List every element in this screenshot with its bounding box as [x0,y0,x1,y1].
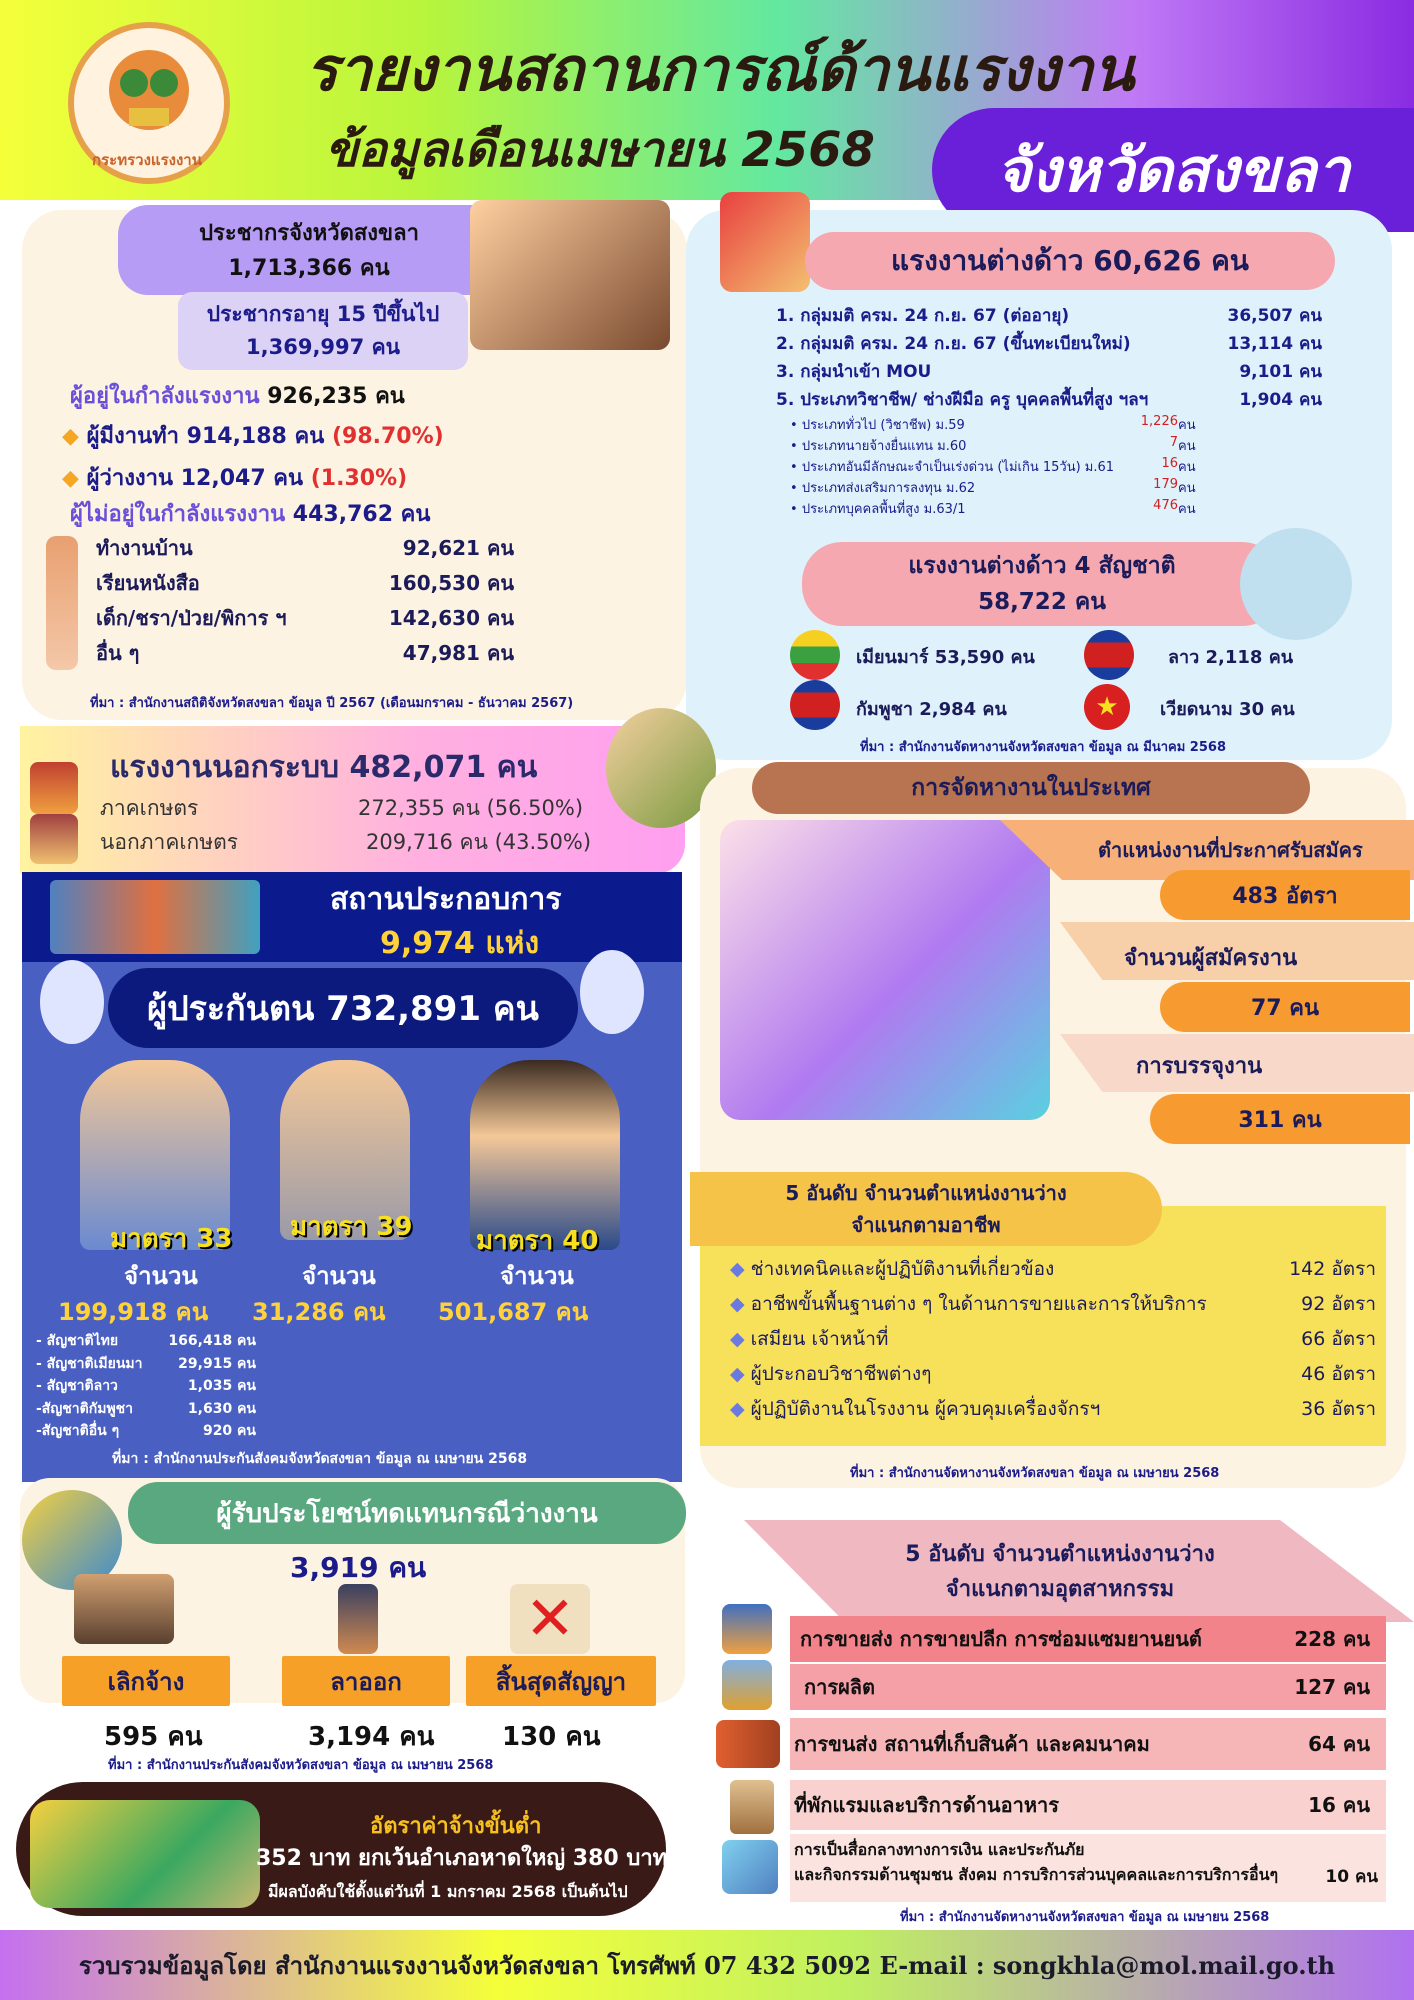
finance-icon [722,1840,778,1894]
list-item: • ประเภทนายจ้างยื่นแทน ม.60 7 คน [790,435,1196,454]
four-nations-box [802,542,1282,626]
informal-nonagri: นอกภาคเกษตร 209,716 คน (43.50%) [100,830,592,854]
factory-icon [722,1660,772,1710]
population-label: ประชากรจังหวัดสงขลา [199,221,419,246]
wage-line1: 352 บาท ยกเว้นอำเภอหาดใหญ่ 380 บาท [256,1846,668,1871]
list-item: ◆ อาชีพขั้นพื้นฐานต่าง ๆ ในด้านการขายและการให้บริการ 92 อัตรา [730,1293,1376,1315]
section33-value: 199,918 คน [58,1298,209,1326]
market-icon [30,814,78,864]
diamond-icon: ◆ [62,424,79,449]
employed-value: 914,188 คน [186,424,325,449]
hotel-icon [730,1780,774,1834]
not-in-force-value: 443,762 คน [292,502,431,527]
section39-value: 31,286 คน [252,1298,386,1326]
factory-illustration [50,880,260,954]
employed-row [62,418,444,453]
list-item: ◆ เสมียน เจ้าหน้าที่ 66 อัตรา [730,1328,1376,1350]
list-item: • ประเภททั่วไป (วิชาชีพ) ม.59 1,226 คน [790,414,1196,433]
industry-row: ที่พักแรมและบริการด้านอาหาร 16 คน [790,1780,1386,1830]
placed-value: 311 คน [1150,1094,1410,1144]
wage-line2: มีผลบังคับใช้ตั้งแต่วันที่ 1 มกราคม 2568 เป็นต้นไป [268,1882,628,1901]
population-value: 1,713,366 คน [228,256,390,281]
contract-end-icon: ✕ [510,1584,590,1654]
industry-row: การผลิต 127 คน [790,1664,1386,1710]
layoff-illustration [74,1574,174,1644]
insured-title: ผู้ประกันตน 732,891 คน [108,968,578,1048]
nation-vietnam: เวียดนาม 30 คน [1160,699,1295,720]
establishment-label: สถานประกอบการ [330,882,562,917]
insured-source: ที่มา : สำนักงานประกันสังคมจังหวัดสงขลา ข้อมูล ณ เมษายน 2568 [112,1451,528,1467]
myanmar-flag-icon [790,630,840,680]
section40-label: มาตรา 40 [476,1226,599,1256]
logo-text: กระทรวงแรงงาน [92,151,202,169]
diamond-icon: ◆ [730,1398,745,1420]
placed-label: การบรรจุงาน [1136,1054,1263,1079]
truck-icon [716,1720,780,1768]
store-icon [722,1604,772,1654]
list-item: 5. ประเภทวิชาชีพ/ ช่างฝีมือ ครู บุคคลพื้นที่สูง ฯลฯ 1,904 คน [776,390,1322,410]
list-item: ◆ ผู้ปฏิบัติงานในโรงงาน ผู้ควบคุมเครื่องจักรฯ 36 อัตรา [730,1398,1376,1420]
cat-contract-end: สิ้นสุดสัญญา [466,1656,656,1706]
vietnam-flag-icon: ★ [1084,684,1130,730]
nation-myanmar: เมียนมาร์ 53,590 คน [856,647,1035,668]
benefit-title: ผู้รับประโยชน์ทดแทนกรณีว่างงาน [128,1482,686,1544]
industry-row: การขนส่ง สถานที่เก็บสินค้า และคมนาคม 64 คน [790,1718,1386,1770]
employed-label: ผู้มีงานทำ [86,424,179,449]
diamond-icon: ◆ [730,1258,745,1280]
list-item: อื่น ๆ 47,981 คน [96,641,514,665]
industry-title [880,1536,1240,1606]
section33-count-label: จำนวน [124,1262,198,1290]
list-item: ◆ ผู้ประกอบวิชาชีพต่างๆ 46 อัตรา [730,1363,1376,1385]
not-in-force-list [44,532,514,672]
foreign-title: แรงงานต่างด้าว 60,626 คน [805,232,1335,290]
cat-layoff-value: 595 คน [104,1722,203,1752]
unemployed-row [62,460,407,495]
top-occ-title2: จำแนกตามอาชีพ [851,1213,1001,1237]
cat-contract-end-value: 130 คน [502,1722,601,1752]
applicant-label: จำนวนผู้สมัครงาน [1124,946,1298,971]
nation-laos: ลาว 2,118 คน [1168,647,1294,668]
benefit-value: 3,919 คน [290,1551,427,1584]
informal-agri: ภาคเกษตร 272,355 คน (56.50%) [100,796,584,820]
list-item: • ประเภทส่งเสริมการลงทุน ม.62 179 คน [790,477,1196,496]
page-title: รายงานสถานการณ์ด้านแรงงาน [305,35,1135,105]
age15-label: ประชากรอายุ 15 ปีขึ้นไป [206,302,440,326]
employed-pct: (98.70%) [331,424,444,449]
unemployed-label: ผู้ว่างงาน [86,466,174,491]
province-badge: จังหวัดสงขลา [932,108,1414,232]
in-force-label: ผู้อยู่ในกำลังแรงงาน [70,384,260,409]
four-nations-label: แรงงานต่างด้าว 4 สัญชาติ [908,553,1176,579]
laos-flag-icon [1084,630,1134,680]
foreign-groups [776,302,1322,414]
recruitment-illustration [720,820,1050,1120]
cambodia-flag-icon [790,680,840,730]
informal-title: แรงงานนอกระบบ 482,071 คน [110,750,538,785]
resign-illustration [338,1584,378,1654]
section39-count-label: จำนวน [302,1262,376,1290]
industry-row: การขายส่ง การขายปลีก การซ่อมแซมยานยนต์ 228 คน [790,1616,1386,1662]
foreign-source: ที่มา : สำนักงานจัดหางานจังหวัดสงขลา ข้อมูล ณ มีนาคม 2568 [860,740,1226,755]
industry-source: ที่มา : สำนักงานจัดหางานจังหวัดสงขลา ข้อมูล ณ เมษายน 2568 [900,1910,1270,1925]
page-subtitle: ข้อมูลเดือนเมษายน 2568 [325,122,875,178]
diamond-icon: ◆ [62,466,79,491]
section40-value: 501,687 คน [438,1298,589,1326]
list-item: 3. กลุ่มนำเข้า MOU 9,101 คน [776,362,1322,382]
diamond-icon: ◆ [730,1293,745,1315]
list-item: - สัญชาติเมียนมา 29,915 คน [36,1355,256,1372]
cat-resign-value: 3,194 คน [308,1722,435,1752]
list-item: เด็ก/ชรา/ป่วย/พิการ ฯ 142,630 คน [96,606,514,630]
applicant-value: 77 คน [1160,982,1410,1032]
in-force-value: 926,235 คน [267,384,405,409]
nationality-list [36,1330,256,1443]
benefit-source: ที่มา : สำนักงานประกันสังคมจังหวัดสงขลา ข้อมูล ณ เมษายน 2568 [108,1758,494,1773]
globe-illustration [1240,528,1352,640]
section33-label: มาตรา 33 [110,1224,233,1254]
people-illustration [470,200,670,350]
list-item: -สัญชาติอื่น ๆ 920 คน [36,1423,256,1439]
mascot-left [40,960,104,1044]
in-force-row [70,378,405,413]
unemployed-value: 12,047 คน [180,466,304,491]
top-occ-list [730,1254,1376,1429]
not-in-force-row [70,496,430,531]
industry-row: การเป็นสื่อกลางทางการเงิน และประกันภัย และกิจกรรมด้านชุมชน สังคม การบริการส่วนบุคคลและการบริการอื่นๆ 10 คน [790,1834,1386,1902]
top-occ-title1: 5 อันดับ จำนวนตำแหน่งงานว่าง [785,1181,1067,1205]
list-item: - สัญชาติลาว 1,035 คน [36,1378,256,1394]
age15-value: 1,369,997 คน [246,335,400,359]
population-source: ที่มา : สำนักงานสถิติจังหวัดสงขลา ข้อมูล ปี 2567 (เดือนมกราคม - ธันวาคม 2567) [90,696,574,711]
industry-title1: 5 อันดับ จำนวนตำแหน่งงานว่าง [905,1542,1215,1567]
footer: รวบรวมข้อมูลโดย สำนักงานแรงงานจังหวัดสงขลา โทรศัพท์ 07 432 5092 E-mail : songkhla@mol.mail.go.th [0,1930,1414,2000]
diamond-icon: ◆ [730,1363,745,1385]
list-item: • ประเภทบุคคลพื้นที่สูง ม.63/1 476 คน [790,498,1196,517]
passport-illustration [720,192,810,292]
list-item: 1. กลุ่มมติ ครม. 24 ก.ย. 67 (ต่ออายุ) 36,507 คน [776,306,1322,326]
money-bag-illustration [30,1800,260,1908]
four-nations-value: 58,722 คน [978,589,1106,615]
list-item: -สัญชาติกัมพูชา 1,630 คน [36,1400,256,1417]
establishment-value: 9,974 แห่ง [380,926,540,961]
vacancy-label: ตำแหน่งงานที่ประกาศรับสมัคร [1098,838,1363,862]
top-occ-title [690,1172,1162,1246]
foreign-subtypes [790,414,1210,519]
section40-count-label: จำนวน [500,1262,574,1290]
list-item: • ประเภทอันมีลักษณะจำเป็นเร่งด่วน (ไม่เกิน 15วัน) ม.61 16 คน [790,456,1196,475]
placement-title: การจัดหางานในประเทศ [752,762,1310,814]
farmer-icon [30,762,78,814]
list-item: เรียนหนังสือ 160,530 คน [96,571,514,595]
section39-label: มาตรา 39 [290,1212,413,1242]
diamond-icon: ◆ [730,1328,745,1350]
unemployed-pct: (1.30%) [310,466,408,491]
wage-title: อัตราค่าจ้างขั้นต่ำ [370,1814,542,1839]
cat-layoff: เลิกจ้าง [62,1656,230,1706]
list-item: ◆ ช่างเทคนิคและผู้ปฏิบัติงานที่เกี่ยวข้อง 142 อัตรา [730,1258,1376,1280]
population-box [118,205,500,295]
not-in-force-label: ผู้ไม่อยู่ในกำลังแรงงาน [70,502,286,527]
list-item: ทำงานบ้าน 92,621 คน [96,536,514,560]
mascot-right [580,950,644,1034]
nation-cambodia: กัมพูชา 2,984 คน [856,699,1007,720]
industry-title2: จำแนกตามอุตสาหกรรม [945,1577,1175,1602]
list-item: 2. กลุ่มมติ ครม. 24 ก.ย. 67 (ขึ้นทะเบียนใหม่) 13,114 คน [776,334,1322,354]
cat-resign: ลาออก [282,1656,450,1706]
list-item: - สัญชาติไทย 166,418 คน [36,1333,256,1349]
vacancy-value: 483 อัตรา [1160,870,1410,920]
activity-icons [46,536,78,670]
placement-source: ที่มา : สำนักงานจัดหางานจังหวัดสงขลา ข้อมูล ณ เมษายน 2568 [850,1466,1220,1481]
age15-box [178,292,468,370]
